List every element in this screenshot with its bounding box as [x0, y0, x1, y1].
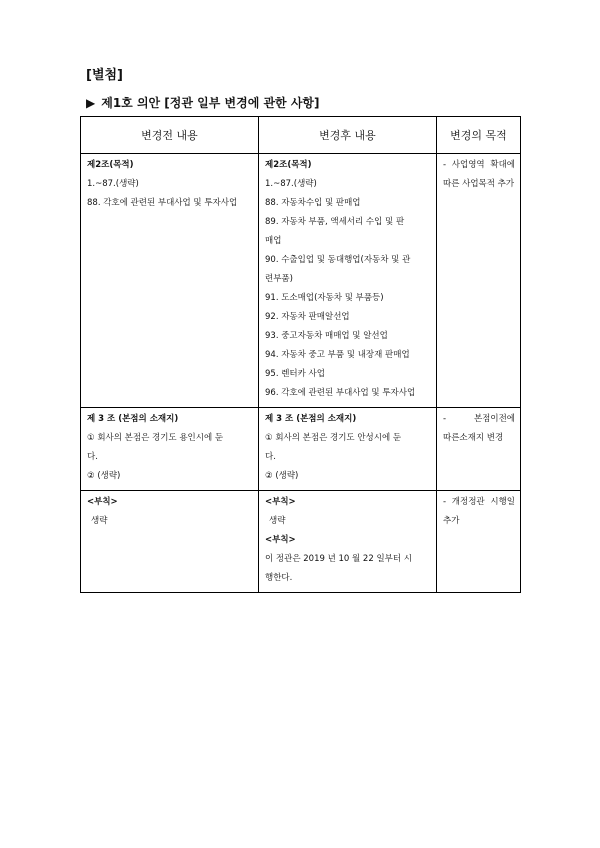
line-text: 생략 — [269, 516, 286, 526]
article-title: 제 3 조 (본점의 소재지) — [265, 414, 357, 424]
row1-after-cell — [259, 154, 437, 408]
table-row — [81, 491, 521, 593]
agenda-heading — [86, 94, 320, 111]
line-text: 93. 중고자동차 매매업 및 알선업 — [265, 331, 388, 341]
line-text: 다. — [265, 452, 276, 462]
row1-purpose-cell — [437, 154, 521, 408]
purpose-text: - 개정정관 시행일 추가 — [443, 497, 515, 526]
triangle-bullet-icon: ▶ — [86, 96, 96, 110]
row3-after-cell — [259, 491, 437, 593]
line-text: 다. — [87, 452, 98, 462]
line-text: 련부품) — [265, 274, 293, 284]
line-text: 96. 각호에 관련된 부대사업 및 투자사업 — [265, 388, 416, 398]
attachment-label: [별첨] — [86, 68, 123, 83]
line-text: 88. 각호에 관련된 부대사업 및 투자사업 — [87, 198, 238, 208]
line-text: 이 정관은 2019 년 10 월 22 일부터 시 — [265, 554, 412, 564]
purpose-text: - 사업영역 확대에 따른 사업목적 추가 — [443, 160, 515, 189]
line-text: 94. 자동차 중고 부품 및 내장재 판매업 — [265, 350, 410, 360]
line-text: 생략 — [91, 516, 108, 526]
line-text: 90. 수출입업 및 동대행업(자동차 및 관 — [265, 255, 411, 265]
header-before: 변경전 내용 — [81, 117, 259, 154]
table-header-row — [81, 117, 521, 154]
row2-after-cell — [259, 408, 437, 491]
row1-before-cell — [81, 154, 259, 408]
line-text: ② (생략) — [265, 471, 299, 481]
header-after: 변경후 내용 — [259, 117, 437, 154]
header-purpose: 변경의 목적 — [437, 117, 521, 154]
article-title: 제2조(목적) — [265, 160, 312, 170]
addenda-title: <부칙> — [87, 497, 118, 507]
article-title: 제2조(목적) — [87, 160, 134, 170]
row3-purpose-cell — [437, 491, 521, 593]
purpose-text: - 본점이전에 따른소재지 변경 — [443, 414, 515, 443]
line-text: 매업 — [265, 236, 282, 246]
line-text: 95. 렌터카 사업 — [265, 369, 325, 379]
line-text: 89. 자동차 부품, 액세서리 수입 및 판 — [265, 217, 405, 227]
line-text: 88. 자동차수입 및 판매업 — [265, 198, 361, 208]
amendment-table — [80, 116, 521, 593]
row2-before-cell — [81, 408, 259, 491]
row3-before-cell — [81, 491, 259, 593]
line-text: 1.~87.(생략) — [87, 179, 139, 189]
line-text: ① 회사의 본점은 경기도 안성시에 둔 — [265, 433, 402, 443]
line-text: 92. 자동차 판매알선업 — [265, 312, 350, 322]
row2-purpose-cell — [437, 408, 521, 491]
article-title: 제 3 조 (본점의 소재지) — [87, 414, 179, 424]
line-text: 91. 도소매업(자동차 및 부품등) — [265, 293, 384, 303]
line-text: ① 회사의 본점은 경기도 용인시에 둔 — [87, 433, 224, 443]
line-text: 행한다. — [265, 573, 293, 583]
table-row — [81, 154, 521, 408]
line-text: ② (생략) — [87, 471, 121, 481]
agenda-heading-text: 제1호 의안 [정관 일부 변경에 관한 사항] — [101, 96, 320, 110]
addenda-title: <부칙> — [265, 535, 296, 545]
table-row — [81, 408, 521, 491]
line-text: 1.~87.(생략) — [265, 179, 317, 189]
addenda-title: <부칙> — [265, 497, 296, 507]
